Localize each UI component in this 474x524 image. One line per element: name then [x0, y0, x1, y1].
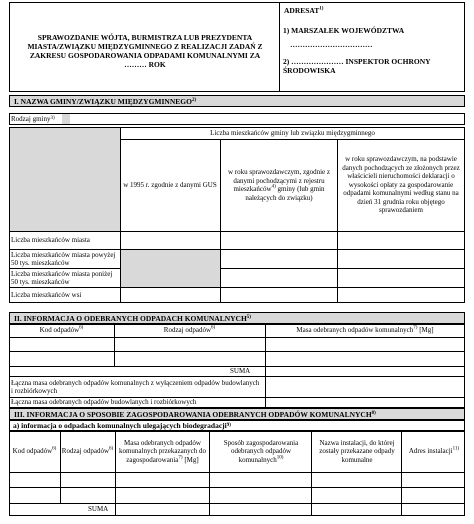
recipient-2: 2) ………………… INSPEKTOR OCHRONY ŚRODOWISKA [283, 57, 431, 75]
waste-col-rodzaj: Rodzaj odpadów$^{6)}$ [163, 325, 216, 335]
bio-col-masa: Masa odebranych odpadów komunalnych przekazanych do zagospodarowania$^{7)}$ [Mg] [118, 438, 207, 464]
bio-suma: SUMA [88, 505, 109, 513]
pop-row-ponizej: Liczba mieszkańców miasta poniżej 50 tys. mieszkańców [11, 269, 113, 286]
bio-col-adres: Adres instalacji$^{11)}$ [408, 446, 460, 456]
waste-col-masa: Masa odebranych odpadów komunalnych$^{7)}$ [Mg] [296, 325, 434, 335]
w-row-1 [9, 337, 465, 338]
pop-row-miasta: Liczba mieszkańców miasta [11, 236, 90, 245]
bio-col-rodzaj: Rodzaj odpadów$^{6)}$ [61, 446, 114, 456]
waste-suma: SUMA [230, 367, 251, 375]
section3-sub-a: a) informacja o odpadach komunalnych ulegających biodegradacji 9) [9, 420, 465, 431]
b-row-1 [9, 472, 465, 473]
pop-row-wsi: Liczba mieszkańców wsi [11, 290, 82, 299]
bio-col-sposob: Sposób zagospodarowania odebranych odpadów komunalnych$^{10)}$ [223, 438, 299, 464]
col-line-2 [220, 139, 221, 303]
pop-gray-cells [121, 250, 220, 287]
waste-row-total-b: Łączna masa odebranych odpadów budowlanych i rozbiórkowych [11, 398, 197, 407]
b-row-2 [9, 487, 465, 488]
col-line-3 [337, 139, 338, 303]
col-rejestr: w roku sprawozdawczym, zgodnie z danymi pochodzącymi z rejestru mieszkańców$^{4)}$ gminy (lub gmin należących do związku) [227, 168, 331, 202]
section1-title: I. NAZWA GMINY/ZWIĄZKU MIĘDZYGMINNEGO 2) [9, 95, 465, 107]
waste-row-total-a: Łączna masa odebranych odpadów komunalnych z wyłączeniem odpadów budowlanych i rozbiórkowych [11, 378, 260, 395]
rodzaj-gminy-label: Rodzaj gminy 3) [11, 114, 55, 123]
adresat-label: ADRESAT$^{1)}$ [284, 6, 324, 15]
rodzaj-gminy-field[interactable] [70, 114, 464, 124]
header-divider [279, 2, 280, 92]
section2-title: II. INFORMACJA O ODEBRANYCH ODPADACH KOMUNALNYCH 5) [9, 312, 465, 324]
pop-row-powyzej: Liczba mieszkańców miasta powyżej 50 tys. mieszkańców [11, 250, 116, 267]
population-table-header: Liczba mieszkańców gminy lub związku międzygminnego [210, 128, 375, 137]
bio-col-nazwa: Nazwa instalacji, do której zostały przekazane odpady komunalne [319, 438, 395, 464]
rodzaj-gminy-marker [62, 114, 70, 124]
recipient-1-dots: …………………………… [290, 40, 373, 49]
b-row-3 [9, 503, 465, 504]
recipient-1: 1) MARSZAŁEK WOJEWÓDZTWA [283, 26, 405, 35]
report-title: SPRAWOZDANIE WÓJTA, BURMISTRZA LUB PREZYDENTA MIASTA/ZWIĄZKU MIĘDZYGMINNEGO Z REALIZACJI ZADAŃ Z ZAKRESU GOSPODAROWANIA ODPADAMI KOMUNALNYMI ZA ……… ROK [27, 33, 263, 69]
w-row-2 [9, 351, 465, 352]
population-header-blank [10, 128, 120, 231]
col-deklaracje: w roku sprawozdawczym, na podstawie danych pochodzących ze złożonych przez właścicieli nieruchomości deklaracji o wysokości opłaty za gospodarowanie odpadami komunalnymi według stanu na dzień 31 grudnia roku objętego sprawozdaniem [342, 155, 460, 215]
waste-col-kod: Kod odpadów$^{6)}$ [39, 325, 84, 335]
section3-title: III. INFORMACJA O SPOSOBIE ZAGOSPODAROWANIA ODEBRANYCH ODPADÓW KOMUNALNYCH 8) [9, 408, 465, 420]
col-1995: w 1995 r. zgodnie z danymi GUS [123, 180, 217, 189]
bio-col-kod: Kod odpadów$^{6)}$ [12, 446, 57, 456]
